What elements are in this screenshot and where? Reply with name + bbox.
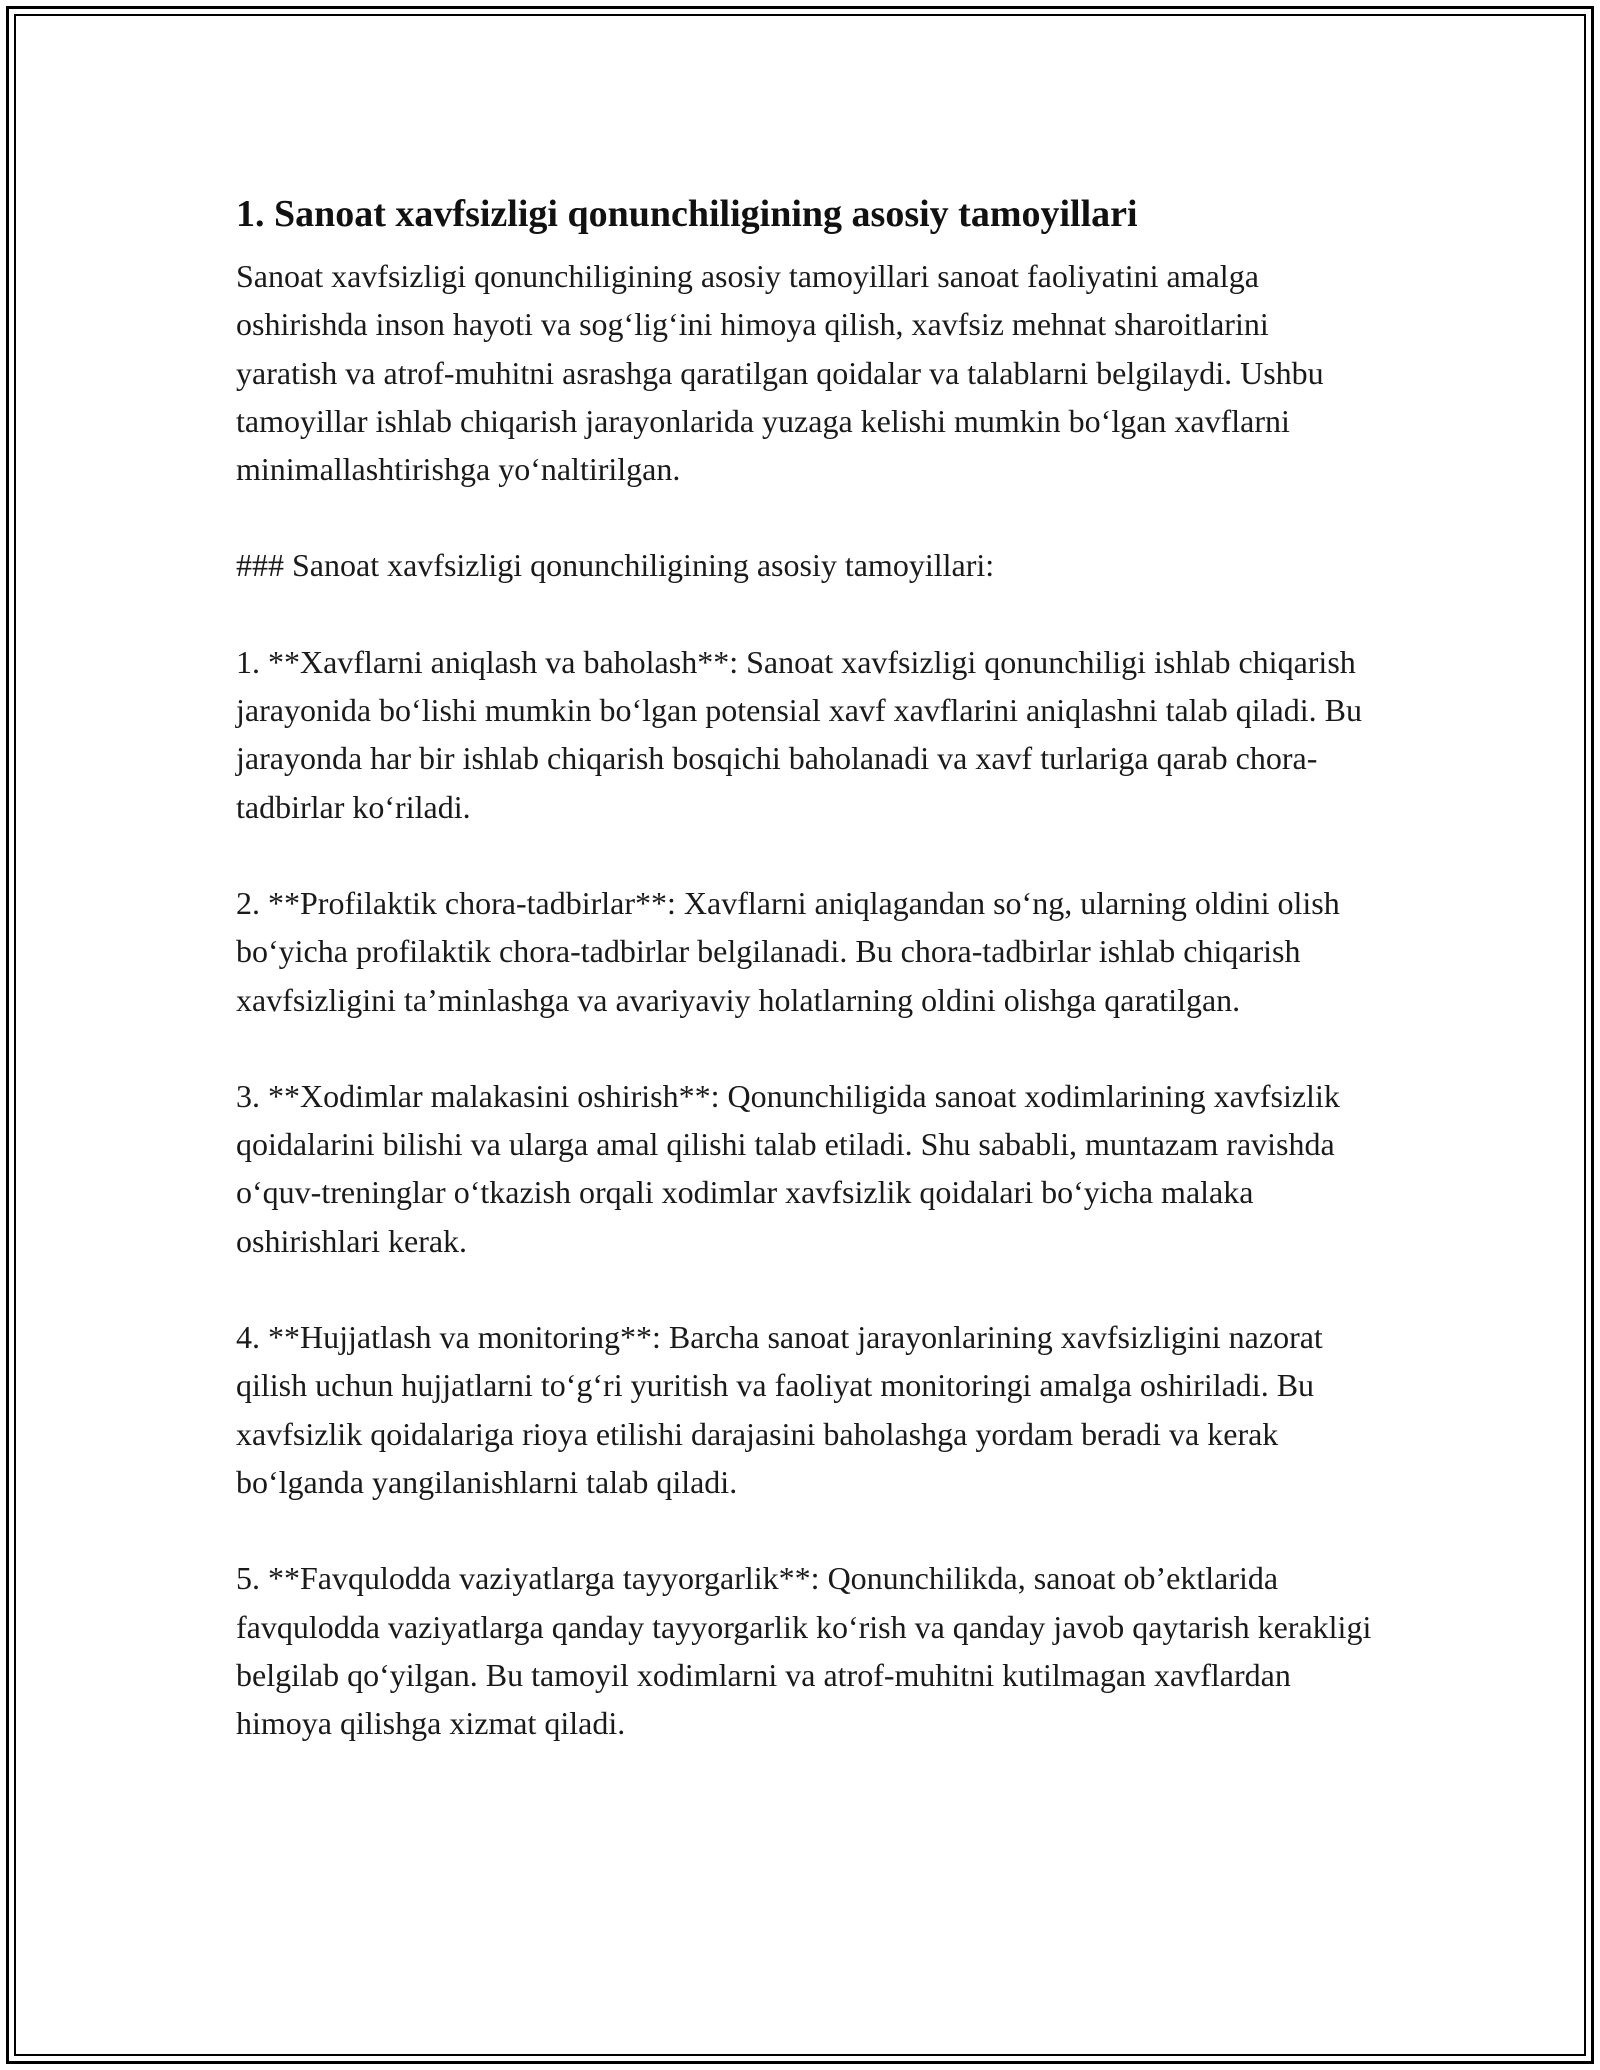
- principle-item-2: 2. **Profilaktik chora-tadbirlar**: Xavflarni aniqlagandan so‘ng, ularning oldini olish bo‘yicha profilaktik chora-tadbirlar belgilanadi. Bu chora-tadbirlar ishlab chiqarish xavfsizligini ta’minlashga va avariyaviy holatlarning oldini olishga qaratilgan.: [236, 884, 1340, 1018]
- principle-item-4: 4. **Hujjatlash va monitoring**: Barcha sanoat jarayonlarining xavfsizligini nazorat qilish uchun hujjatlarni to‘g‘ri yuritish va faoliyat monitoringi amalga oshiriladi. Bu xavfsizlik qoidalariga rioya etilishi darajasini baholashga yordam beradi va kerak bo‘lganda yangilanishlarni talab qiladi.: [236, 1319, 1323, 1500]
- intro-paragraph: Sanoat xavfsizligi qonunchiligining asosiy tamoyillari sanoat faoliyatini amalga oshirishda inson hayoti va sog‘lig‘ini himoya qilish, xavfsiz mehnat sharoitlarini yaratish va atrof-muhitni asrashga qaratilgan qoidalar va talablarni belgilaydi. Ushbu tamoyillar ishlab chiqarish jarayonlarida yuzaga kelishi mumkin bo‘lgan xavflarni minimallashtirishga yo‘naltirilgan.: [236, 258, 1324, 488]
- principle-item-5: 5. **Favqulodda vaziyatlarga tayyorgarlik**: Qonunchilikda, sanoat ob’ektlarida favqulodda vaziyatlarga qanday tayyorgarlik ko‘rish va qanday javob qaytarish kerakligi belgilab qo‘yilgan. Bu tamoyil xodimlarni va atrof-muhitni kutilmagan xavflardan himoya qilishga xizmat qiladi.: [236, 1560, 1372, 1742]
- subheading-paragraph: ### Sanoat xavfsizligi qonunchiligining asosiy tamoyillari:: [236, 547, 995, 584]
- document-title: 1. Sanoat xavfsizligi qonunchiligining asosiy tamoyillari: [236, 193, 1138, 235]
- principle-item-3: 3. **Xodimlar malakasini oshirish**: Qonunchiligida sanoat xodimlarining xavfsizlik qoidalarini bilishi va ularga amal qilishi talab etiladi. Shu sababli, muntazam ravishda o‘quv-treninglar o‘tkazish orqali xodimlar xavfsizlik qoidalari bo‘yicha malaka oshirishlari kerak.: [236, 1077, 1340, 1259]
- principle-item-1: 1. **Xavflarni aniqlash va baholash**: Sanoat xavfsizligi qonunchiligi ishlab chiqarish jarayonida bo‘lishi mumkin bo‘lgan potensial xavf xavflarini aniqlashni talab qiladi. Bu jarayonda har bir ishlab chiqarish bosqichi baholanadi va xavf turlariga qarab chora-tadbirlar ko‘riladi.: [236, 643, 1362, 825]
- document-body: [236, 188, 1376, 1795]
